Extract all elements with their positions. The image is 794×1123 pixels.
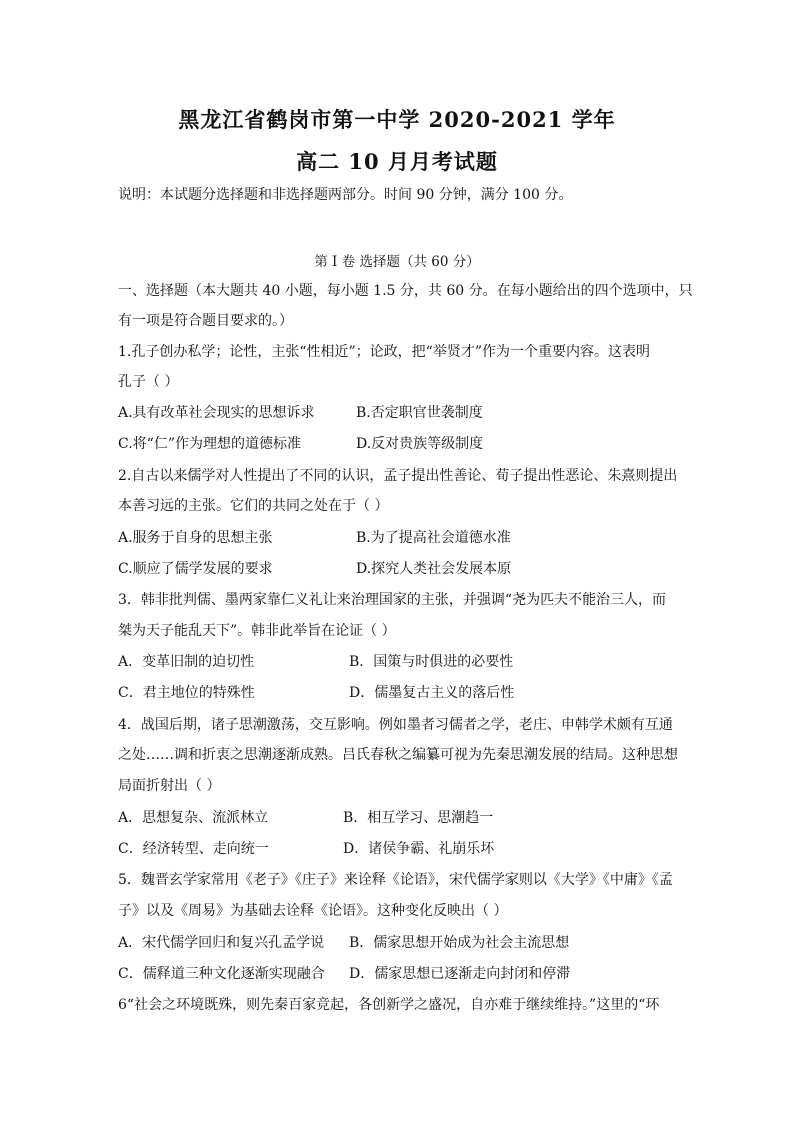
question-2-option-a: A.服务于自身的思想主张 <box>118 530 273 546</box>
question-5-stem: 子》以及《周易》为基础去诠释《论语》。这种变化反映出（ ） <box>118 903 508 919</box>
exam-title-line2: 高二 10 月月考试题 <box>296 149 498 174</box>
question-3-option-c: C．君主地位的特殊性 <box>118 685 255 701</box>
question-5-option-c: C．儒释道三种文化逐渐实现融合 <box>118 966 325 982</box>
question-3-option-a: A．变革旧制的迫切性 <box>118 654 255 670</box>
question-5-stem: 5．魏晋玄学家常用《老子》《庄子》来诠释《论语》，宋代儒学家则以《大学》《中庸》《孟 <box>118 872 673 888</box>
question-1-stem: 1.孔子创办私学；论性，主张“性相近”；论政，把“举贤才”作为一个重要内容。这表明 <box>118 344 650 360</box>
question-4-stem: 4．战国后期，诸子思潮激荡，交互影响。例如墨者习儒者之学，老庄、申韩学术颇有互通 <box>118 717 673 733</box>
question-5-option-d: D．儒家思想已逐渐走向封闭和停滞 <box>349 966 571 982</box>
question-2-option-d: D.探究人类社会发展本原 <box>356 561 512 577</box>
instructions-line: 有一项是符合题目要求的。） <box>118 313 293 329</box>
question-3-stem: 桀为天子能乱天下”。韩非此举旨在论证（ ） <box>118 623 396 639</box>
exam-title-line1: 黑龙江省鹤岗市第一中学 2020-2021 学年 <box>178 107 616 132</box>
question-3-stem: 3．韩非批判儒、墨两家靠仁义礼让来治理国家的主张，并强调“尧为匹夫不能治三人，而 <box>118 592 667 608</box>
question-5-option-b: B．儒家思想开始成为社会主流思想 <box>349 935 570 951</box>
question-4-stem: 之处……调和折衷之思潮逐渐成熟。吕氏春秋之编纂可视为先秦思潮发展的结局。这种思想 <box>118 747 678 763</box>
question-2-option-c: C.顺应了儒学发展的要求 <box>118 561 273 577</box>
question-1-option-b: B.否定职官世袭制度 <box>356 405 483 421</box>
question-6-stem: 6“社会之环境既殊，则先秦百家竞起，各创新学之盛况，自亦难于继续维持。”这里的“环 <box>118 997 660 1013</box>
question-2-stem: 本善习远的主张。它们的共同之处在于（ ） <box>118 498 389 514</box>
question-2-option-b: B.为了提高社会道德水准 <box>356 530 511 546</box>
question-1-option-a: A.具有改革社会现实的思想诉求 <box>118 405 315 421</box>
section-title: 第 I 卷 选择题（共 60 分） <box>314 254 480 270</box>
exam-note: 说明：本试题分选择题和非选择题两部分。时间 90 分钟，满分 100 分。 <box>118 187 573 203</box>
question-1-stem: 孔子（ ） <box>118 374 179 390</box>
question-4-option-c: C．经济转型、走向统一 <box>118 841 269 857</box>
question-1-option-c: C.将“仁”作为理想的道德标准 <box>118 436 301 452</box>
question-3-option-d: D．儒墨复古主义的落后性 <box>349 685 515 701</box>
question-4-stem: 局面折射出（ ） <box>118 778 221 794</box>
question-5-option-a: A．宋代儒学回归和复兴孔孟学说 <box>118 935 325 951</box>
question-4-option-d: D．诸侯争霸、礼崩乐坏 <box>343 841 495 857</box>
question-1-option-d: D.反对贵族等级制度 <box>356 436 484 452</box>
question-4-option-a: A．思想复杂、流派林立 <box>118 810 269 826</box>
instructions-line: 一、选择题（本大题共 40 小题，每小题 1.5 分，共 60 分。在每小题给出的四个选项中，只 <box>118 283 693 299</box>
question-3-option-b: B．国策与时俱进的必要性 <box>349 654 514 670</box>
question-2-stem: 2.自古以来儒学对人性提出了不同的认识，孟子提出性善论、荀子提出性恶论、朱熹则提出 <box>118 468 678 484</box>
question-4-option-b: B．相互学习、思潮趋一 <box>343 810 494 826</box>
